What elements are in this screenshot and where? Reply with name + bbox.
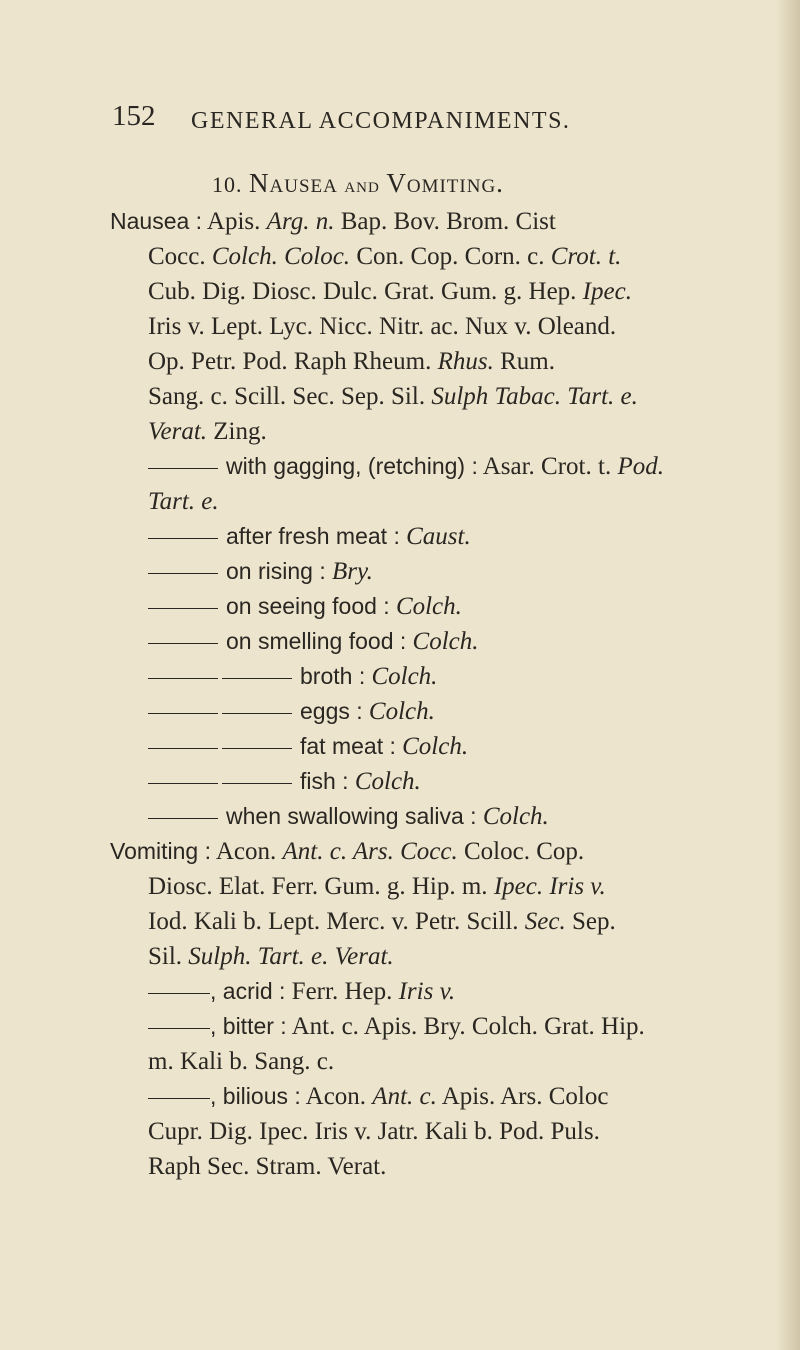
entry-line <box>148 418 267 446</box>
repeat-dash <box>148 1098 210 1099</box>
rubric-label: , acrid : <box>210 978 286 1004</box>
entry-line <box>148 1013 645 1041</box>
rubric-label: fat meat : <box>300 733 396 759</box>
remedy-text: Apis. Ars. Coloc <box>436 1083 609 1110</box>
remedy-text: Raph Sec. Stram. Verat. <box>148 1153 387 1180</box>
entry-line <box>148 348 555 376</box>
remedy-text: Cupr. Dig. Ipec. Iris v. Jatr. Kali b. Pod. Puls. <box>148 1118 600 1145</box>
remedy-text: Cub. Dig. Diosc. Dulc. Grat. Gum. g. Hep. <box>148 278 583 305</box>
repeat-dash <box>148 748 218 749</box>
remedy-italic: Verat. <box>148 418 208 445</box>
rubric-label: , bilious : <box>210 1083 301 1109</box>
entry-line <box>148 768 421 796</box>
rubric-label: on smelling food : <box>226 628 407 654</box>
remedy-text: Zing. <box>207 418 267 445</box>
entry-line <box>148 873 606 901</box>
repeat-dash <box>148 713 218 714</box>
repeat-dash <box>148 468 218 469</box>
remedy-italic: Arg. n. <box>266 208 335 235</box>
repeat-dash <box>148 608 218 609</box>
remedy-italic: Colch. <box>389 593 462 620</box>
repeat-dash <box>148 783 218 784</box>
remedy-text: Op. Petr. Pod. Raph Rheum. <box>148 348 438 375</box>
section-number: 10. <box>212 172 243 197</box>
remedy-italic: Ant. c. Ars. Cocc. <box>282 838 458 865</box>
rubric-label: broth : <box>300 663 366 689</box>
entry-line <box>148 1048 334 1076</box>
remedy-italic: Colch. <box>348 768 421 795</box>
remedy-italic: Crot. t. <box>550 243 622 270</box>
remedy-italic: Sulph Tabac. Tart. e. <box>431 383 638 410</box>
entry-line <box>148 1118 600 1146</box>
remedy-italic: Tart. e. <box>148 488 219 515</box>
page-edge-shadow <box>776 0 800 1350</box>
remedy-italic: Bry. <box>325 558 373 585</box>
remedy-italic: Colch. <box>476 803 549 830</box>
rubric-label: when swallowing saliva : <box>226 803 477 829</box>
remedy-italic: Colch. <box>406 628 479 655</box>
page-number: 152 <box>112 100 156 132</box>
remedy-italic: Ipec. Iris v. <box>493 873 606 900</box>
remedy-italic: Rhus. <box>437 348 494 375</box>
repeat-dash <box>148 1028 210 1029</box>
remedy-italic: Ipec. <box>582 278 632 305</box>
entry-line <box>148 1153 386 1181</box>
entry-line <box>148 593 462 621</box>
entry-line <box>148 453 664 481</box>
repeat-dash <box>148 818 218 819</box>
entry-line <box>148 383 638 411</box>
remedy-text: Apis. <box>202 208 267 235</box>
repeat-dash <box>148 643 218 644</box>
remedy-italic: Colch. <box>395 733 469 760</box>
repeat-dash <box>148 538 218 539</box>
entry-line <box>148 278 632 306</box>
entry-line <box>148 558 373 586</box>
section-word-vomiting: Vomiting. <box>386 168 504 198</box>
remedy-italic: Colch. <box>362 698 435 725</box>
entry-line <box>148 978 455 1006</box>
entry-line <box>148 488 219 516</box>
repeat-dash <box>148 993 210 994</box>
entry-line <box>148 663 437 691</box>
remedy-text: Coloc. Cop. <box>457 838 585 865</box>
remedy-italic: Sec. <box>524 908 566 935</box>
remedy-text: m. Kali b. Sang. c. <box>148 1048 335 1075</box>
section-word-and: and <box>344 172 380 197</box>
remedy-italic: Colch. <box>365 663 438 690</box>
remedy-italic: Colch. Coloc. <box>211 243 351 270</box>
remedy-text: Cocc. <box>148 243 212 270</box>
remedy-text: Ferr. Hep. <box>285 978 399 1005</box>
section-heading <box>212 168 504 199</box>
rubric-label: after fresh meat : <box>226 523 400 549</box>
remedy-text: Ant. c. Apis. Bry. Colch. Grat. Hip. <box>286 1013 645 1040</box>
entry-line <box>110 838 584 866</box>
repeat-dash <box>222 783 292 784</box>
repeat-dash <box>148 573 218 574</box>
rubric-label: Vomiting : <box>110 838 211 864</box>
entry-line <box>148 313 616 341</box>
entry-line <box>148 943 394 971</box>
rubric-label: eggs : <box>300 698 363 724</box>
remedy-text: Sep. <box>565 908 616 935</box>
remedy-text: Diosc. Elat. Ferr. Gum. g. Hip. m. <box>148 873 494 900</box>
page-header <box>0 100 800 140</box>
entry-line <box>148 698 435 726</box>
entry-line <box>148 628 479 656</box>
remedy-text: Iris v. Lept. Lyc. Nicc. Nitr. ac. Nux v. Oleand. <box>148 313 617 340</box>
rubric-label: , bitter : <box>210 1013 287 1039</box>
remedy-text: Sil. <box>148 943 189 970</box>
rubric-label: Nausea : <box>110 208 203 234</box>
remedy-text: Bap. Bov. Brom. Cist <box>334 208 556 235</box>
running-title: GENERAL ACCOMPANIMENTS. <box>191 108 571 134</box>
repeat-dash <box>222 678 292 679</box>
remedy-italic: Iris v. <box>398 978 456 1005</box>
remedy-text: Rum. <box>493 348 555 375</box>
remedy-text: Acon. <box>300 1083 373 1110</box>
remedy-italic: Sulph. Tart. e. Verat. <box>188 943 394 970</box>
remedy-text: Acon. <box>211 838 283 865</box>
entry-line <box>148 908 616 936</box>
remedy-text: Sang. c. Scill. Sec. Sep. Sil. <box>148 383 432 410</box>
remedy-italic: Pod. <box>617 453 664 480</box>
entry-line <box>148 523 471 551</box>
repeat-dash <box>148 678 218 679</box>
section-word-nausea: Nausea <box>249 168 338 198</box>
rubric-label: fish : <box>300 768 349 794</box>
rubric-label: with gagging, (retching) : <box>226 453 478 479</box>
remedy-italic: Caust. <box>399 523 471 550</box>
remedy-text: Con. Cop. Corn. c. <box>350 243 551 270</box>
entry-line <box>148 803 549 831</box>
entry-line <box>148 243 621 271</box>
repeat-dash <box>222 713 292 714</box>
remedy-text: Asar. Crot. t. <box>477 453 618 480</box>
entry-line <box>110 208 556 236</box>
remedy-italic: Ant. c. <box>372 1083 437 1110</box>
entry-line <box>148 1083 608 1111</box>
entry-line <box>148 733 468 761</box>
repeat-dash <box>222 748 292 749</box>
remedy-text: Iod. Kali b. Lept. Merc. v. Petr. Scill. <box>148 908 525 935</box>
rubric-label: on seeing food : <box>226 593 390 619</box>
rubric-label: on rising : <box>226 558 326 584</box>
